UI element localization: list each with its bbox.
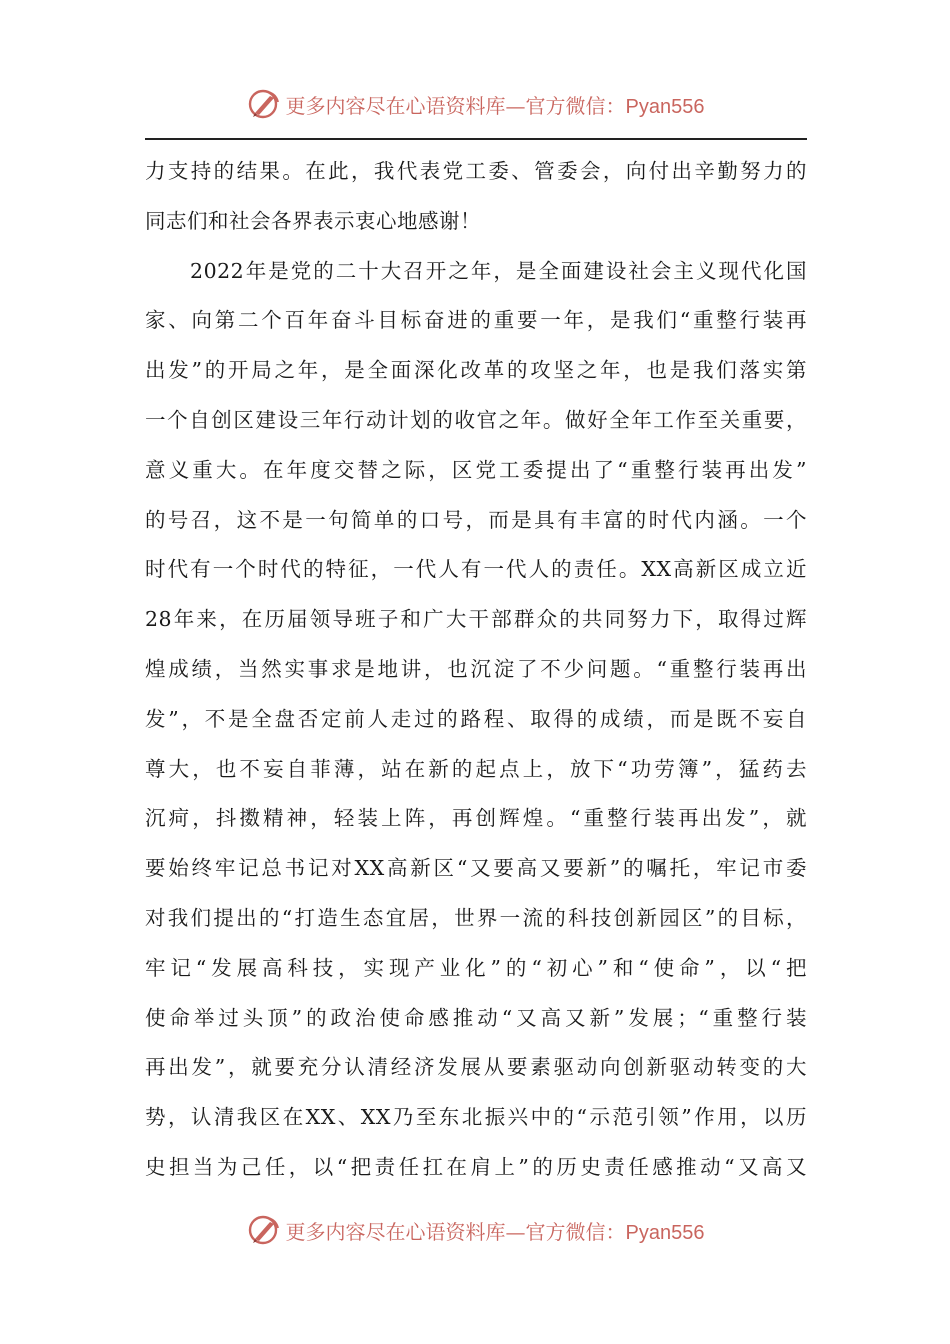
text-line: 时代有一个时代的特征，一代人有一代人的责任。XX高新区成立近 — [145, 557, 807, 582]
text-line: 力支持的结果。在此，我代表党工委、管委会，向付出辛勤努力的 — [145, 159, 807, 183]
text-line: 出发”的开局之年，是全面深化改革的攻坚之年，也是我们落实第 — [145, 358, 807, 383]
footer-banner — [0, 1210, 950, 1250]
text-line: 牢记“发展高科技，实现产业化”的“初心”和“使命”，以“把 — [145, 955, 807, 980]
text-line: 的号召，这不是一句简单的口号，而是具有丰富的时代内涵。一个 — [145, 507, 807, 532]
header-divider — [145, 138, 807, 140]
text-line: 使命举过头顶”的政治使命感推动“又高又新”发展；“重整行装 — [145, 1005, 807, 1030]
pen-logo-icon — [246, 86, 282, 122]
text-line: 发”，不是全盘否定前人走过的路程、取得的成绩，而是既不妄自 — [145, 706, 807, 731]
footer-banner-wechat: Pyan556 — [625, 1221, 705, 1244]
header-banner — [0, 84, 950, 124]
document-body — [145, 147, 807, 1193]
text-line: 史担当为己任，以“把责任扛在肩上”的历史责任感推动“又高又 — [145, 1154, 807, 1179]
footer-banner-text — [286, 1216, 705, 1245]
text-line: 同志们和社会各界表示衷心地感谢！ — [145, 208, 481, 233]
text-line: 家、向第二个百年奋斗目标奋进的重要一年，是我们“重整行装再 — [145, 308, 807, 333]
text-line: 2022年是党的二十大召开之年，是全面建设社会主义现代化国 — [145, 258, 807, 283]
text-line: 一个自创区建设三年行动计划的收官之年。做好全年工作至关重要， — [145, 407, 807, 432]
text-line: 意义重大。在年度交替之际，区党工委提出了“重整行装再出发” — [145, 457, 807, 482]
header-banner-wechat: Pyan556 — [625, 95, 705, 118]
text-line: 对我们提出的“打造生态宜居，世界一流的科技创新园区”的目标， — [145, 905, 807, 930]
header-banner-label: 更多内容尽在心语资料库—官方微信： — [285, 93, 626, 118]
text-line: 势，认清我区在XX、XX乃至东北振兴中的“示范引领”作用，以历 — [145, 1105, 807, 1130]
text-line: 要始终牢记总书记对XX高新区“又要高又要新”的嘱托，牢记市委 — [145, 856, 807, 881]
text-line: 煌成绩，当然实事求是地讲，也沉淀了不少问题。“重整行装再出 — [145, 656, 807, 681]
text-line: 再出发”，就要充分认清经济发展从要素驱动向创新驱动转变的大 — [145, 1055, 807, 1080]
text-line: 28年来，在历届领导班子和广大干部群众的共同努力下，取得过辉 — [145, 607, 807, 632]
header-banner-text — [286, 90, 705, 119]
footer-banner-label: 更多内容尽在心语资料库—官方微信： — [285, 1219, 626, 1244]
text-line: 尊大，也不妄自菲薄，站在新的起点上，放下“功劳簿”，猛药去 — [145, 756, 807, 781]
pen-logo-icon — [246, 1212, 282, 1248]
text-line: 沉疴，抖擞精神，轻装上阵，再创辉煌。“重整行装再出发”，就 — [145, 806, 807, 831]
